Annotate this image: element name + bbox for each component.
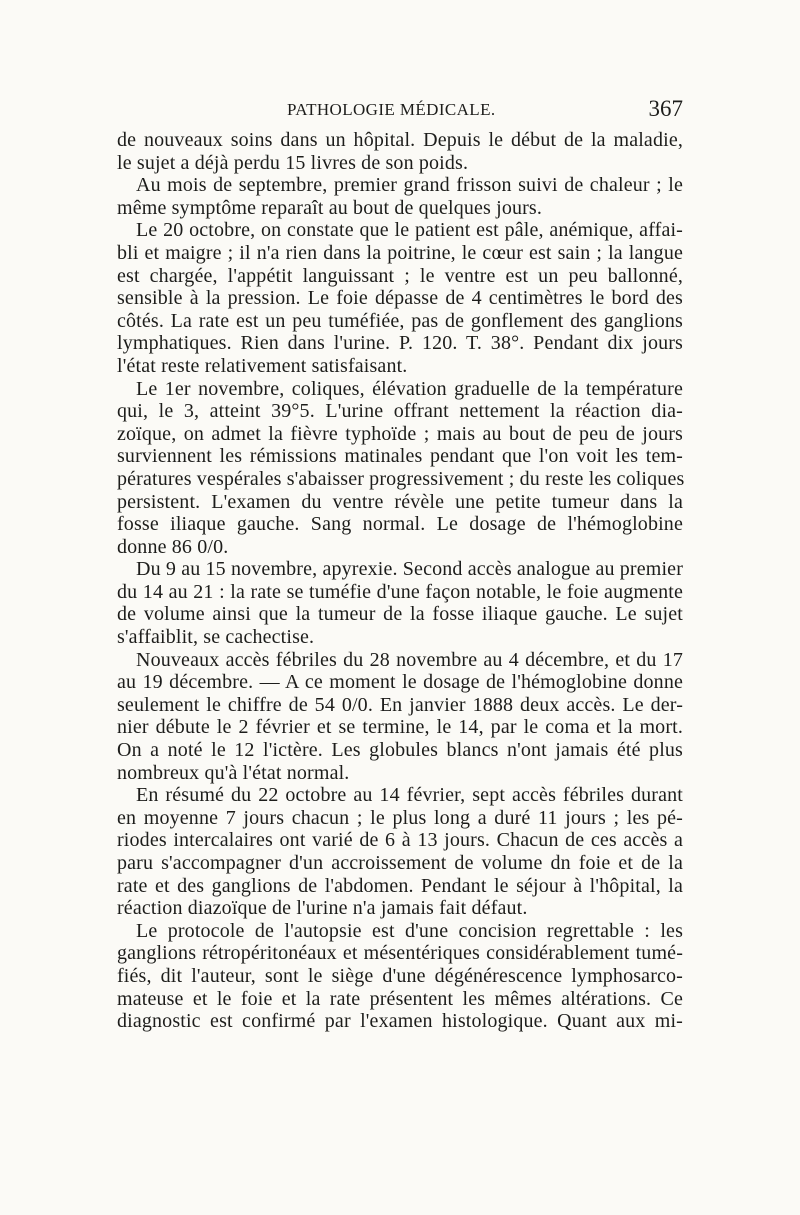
- text-line: de nouveaux soins dans un hôpital. Depuis le début de la maladie,: [117, 129, 683, 151]
- text-line: du 14 au 21 : la rate se tuméfie d'une façon notable, le foie augmente: [117, 580, 683, 603]
- text-line: Du 9 au 15 novembre, apyrexie. Second accès analogue au premier: [136, 558, 684, 581]
- text-line: l'état reste relativement satisfaisant.: [117, 354, 408, 377]
- text-line: donne 86 0/0.: [117, 535, 229, 558]
- text-line: Le 20 octobre, on constate que le patient est pâle, anémique, affai-: [136, 219, 683, 242]
- body-text: [117, 129, 683, 1033]
- running-title: PATHOLOGIE MÉDICALE.: [287, 100, 496, 119]
- text-line: fiés, dit l'auteur, sont le siège d'une dégénérescence lymphosarco-: [117, 964, 683, 987]
- text-line: côtés. La rate est un peu tuméfiée, pas de gonflement des ganglions: [117, 309, 683, 332]
- text-line: zoïque, on admet la fièvre typhoïde ; mais au bout de peu de jours: [117, 422, 683, 445]
- text-line: réaction diazoïque de l'urine n'a jamais fait défaut.: [117, 897, 528, 920]
- text-line: sensible à la pression. Le foie dépasse de 4 centimètres le bord des: [117, 287, 683, 310]
- text-line: Au mois de septembre, premier grand frisson suivi de chaleur ; le: [136, 174, 683, 197]
- text-line: qui, le 3, atteint 39°5. L'urine offrant nettement la réaction dia-: [117, 400, 683, 423]
- text-line: On a noté le 12 l'ictère. Les globules blancs n'ont jamais été plus: [117, 739, 683, 762]
- page-number: 367: [648, 96, 683, 121]
- text-line: lymphatiques. Rien dans l'urine. P. 120. T. 38°. Pendant dix jours: [117, 332, 683, 355]
- text-line: fosse iliaque gauche. Sang normal. Le dosage de l'hémoglobine: [117, 513, 683, 536]
- text-line: en moyenne 7 jours chacun ; le plus long a duré 11 jours ; les pé-: [117, 806, 683, 829]
- text-line: paru s'accompagner d'un accroissement de volume dn foie et de la: [117, 852, 683, 874]
- text-line: Nouveaux accès fébriles du 28 novembre au 4 décembre, et du 17: [136, 648, 683, 671]
- page-header: [117, 98, 683, 126]
- text-line: bli et maigre ; il n'a rien dans la poitrine, le cœur est sain ; la langue: [117, 241, 683, 264]
- text-line: nombreux qu'à l'état normal.: [117, 761, 350, 784]
- text-line: seulement le chiffre de 54 0/0. En janvier 1888 deux accès. Le der-: [117, 693, 683, 716]
- text-line: mateuse et le foie et la rate présentent les mêmes altérations. Ce: [117, 987, 683, 1010]
- text-line: riodes intercalaires ont varié de 6 à 13 jours. Chacun de ces accès a: [117, 829, 683, 852]
- text-line: nier débute le 2 février et se termine, le 14, par le coma et la mort.: [117, 716, 683, 739]
- text-line: surviennent les rémissions matinales pendant que l'on voit les tem-: [117, 445, 683, 468]
- text-line: est chargée, l'appétit languissant ; le ventre est un peu ballonné,: [117, 264, 683, 287]
- text-line: le sujet a déjà perdu 15 livres de son poids.: [117, 151, 469, 174]
- text-line: Le 1er novembre, coliques, élévation graduelle de la température: [136, 377, 683, 400]
- text-line: s'affaiblit, se cachectise.: [117, 626, 315, 649]
- text-line: de volume ainsi que la tumeur de la fosse iliaque gauche. Le sujet: [117, 603, 683, 626]
- text-line: ganglions rétropéritonéaux et mésentériques considérablement tumé-: [117, 942, 683, 965]
- text-line: persistent. L'examen du ventre révèle une petite tumeur dans la: [117, 490, 683, 513]
- text-line: rate et des ganglions de l'abdomen. Pendant le séjour à l'hôpital, la: [117, 874, 683, 897]
- text-line: diagnostic est confirmé par l'examen histologique. Quant aux mi-: [117, 1010, 683, 1033]
- text-line: même symptôme reparaît au bout de quelques jours.: [117, 196, 543, 219]
- text-line: Le protocole de l'autopsie est d'une concision regrettable : les: [136, 919, 683, 942]
- text-line: En résumé du 22 octobre au 14 février, sept accès fébriles durant: [136, 784, 683, 807]
- text-line: au 19 décembre. — A ce moment le dosage de l'hémoglobine donne: [117, 671, 683, 694]
- text-line: pératures vespérales s'abaisser progressivement ; du reste les coliques: [117, 467, 685, 490]
